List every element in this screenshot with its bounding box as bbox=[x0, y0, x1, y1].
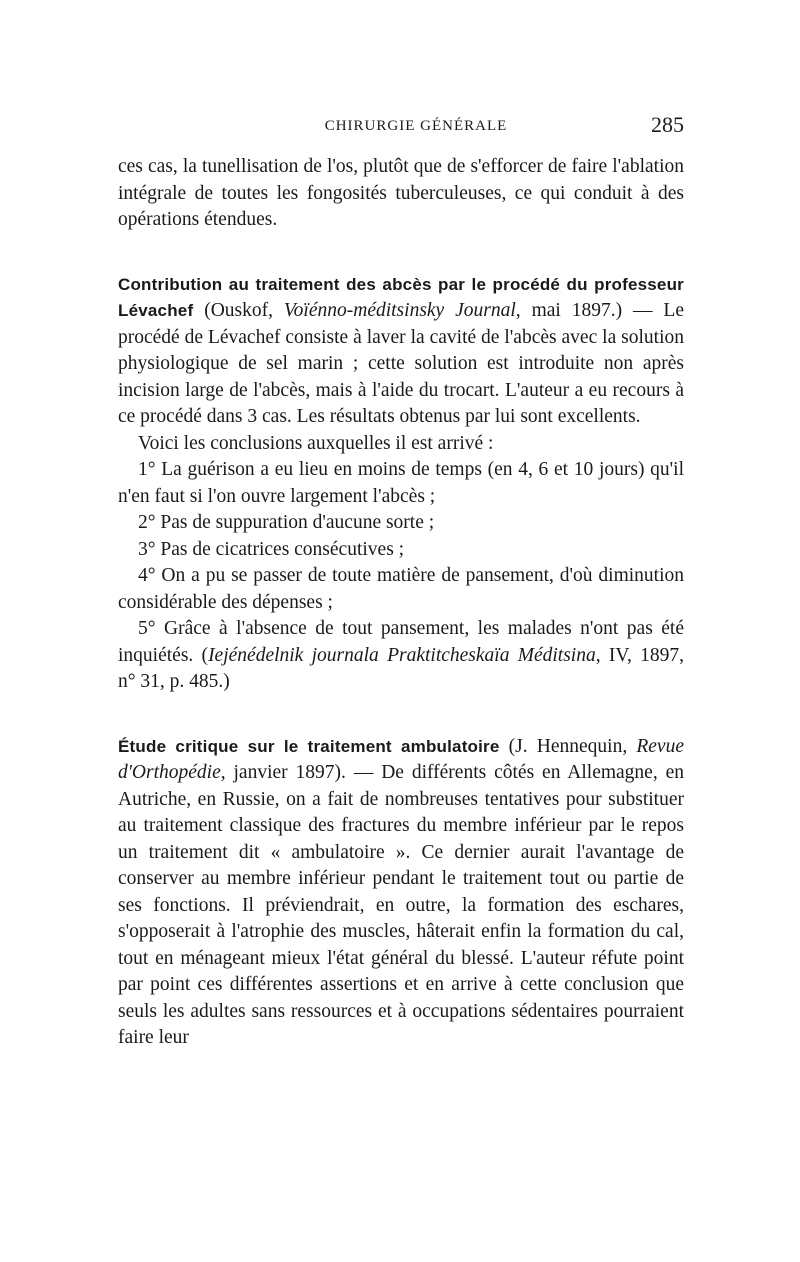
article-paragraph bbox=[118, 272, 684, 431]
article-title: Contribution au traitement des abcès par le procédé du professeur Lévachef bbox=[118, 274, 684, 320]
conclusion-item: 3° Pas de cicatrices consécutives ; bbox=[138, 538, 405, 560]
running-title: CHIRURGIE GÉNÉRALE bbox=[324, 118, 508, 134]
citation-journal: Voïénno-méditsinsky Journal bbox=[283, 300, 516, 321]
citation-open: (Ouskof, bbox=[193, 300, 284, 321]
conclusion-item bbox=[118, 616, 684, 696]
reference-journal: Iejénédelnik journala Praktitcheskaïa Méditsina bbox=[208, 644, 596, 666]
citation-journal: Revue d'Orthopédie bbox=[118, 735, 684, 783]
article-body: — De différents côtés en Allemagne, en Autriche, en Russie, on a fait de nombreuses tentatives pour substituer au traitement classique des fractures du membre inférieur par le repos un traitement dit « ambulatoire ». Ce dernier aurait l'avantage de conserver au membre inférieur pendant le traitement tout ou partie de ses fonctions. Il préviendrait, en outre, la formation des eschares, s'opposerait à l'atrophie des muscles, hâterait enfin la formation du cal, tout en ménageant mieux l'état général du blessé. L'auteur réfute point par point ces différentes assertions et en arrive à cette conclusion que seuls les adultes sans ressources et à occupations sédentaires pourraient faire leur bbox=[118, 762, 684, 1048]
conclusion-item: 1° La guérison a eu lieu en moins de temps (en 4, 6 et 10 jours) qu'il n'en faut si l'on ouvre largement l'abcès ; bbox=[118, 459, 684, 507]
book-page bbox=[118, 112, 684, 1052]
citation-close: , mai 1897.) bbox=[515, 300, 623, 321]
article-body: — Le procédé de Lévachef consiste à laver la cavité de l'abcès avec la solution physiologique de sel marin ; cette solution est introduite non après incision large de l'abcès, mais à l'aide du trocart. L'auteur a eu recours à ce procédé dans 3 cas. Les résultats obtenus par lui sont excellents. bbox=[118, 300, 684, 427]
article-levachef bbox=[118, 272, 684, 696]
conclusion-text: 5° Grâce à l'absence de tout pansement, les malades n'ont pas été inquiétés. ( bbox=[118, 618, 684, 666]
conclusion-item: 2° Pas de suppuration d'aucune sorte ; bbox=[138, 512, 435, 533]
citation-open: (J. Hennequin, bbox=[499, 735, 637, 757]
citation-close: , janvier 1897). bbox=[220, 762, 346, 783]
running-header bbox=[118, 112, 684, 142]
page-number: 285 bbox=[651, 112, 684, 137]
continuation-paragraph: ces cas, la tunellisation de l'os, plutôt que de s'efforcer de faire l'ablation intégrale de toutes les fongosités tuberculeuses, ce qui conduit à des opérations étendues. bbox=[118, 156, 684, 230]
article-title: Étude critique sur le traitement ambulatoire bbox=[118, 736, 500, 756]
reference-details: , IV, 1897, n° 31, p. 485.) bbox=[118, 644, 684, 692]
article-paragraph bbox=[118, 734, 684, 1052]
conclusions-intro: Voici les conclusions auxquelles il est arrivé : bbox=[138, 432, 494, 454]
conclusion-item: 4° On a pu se passer de toute matière de pansement, d'où diminution considérable des dépenses ; bbox=[118, 565, 684, 613]
article-ambulatoire bbox=[118, 734, 684, 1052]
